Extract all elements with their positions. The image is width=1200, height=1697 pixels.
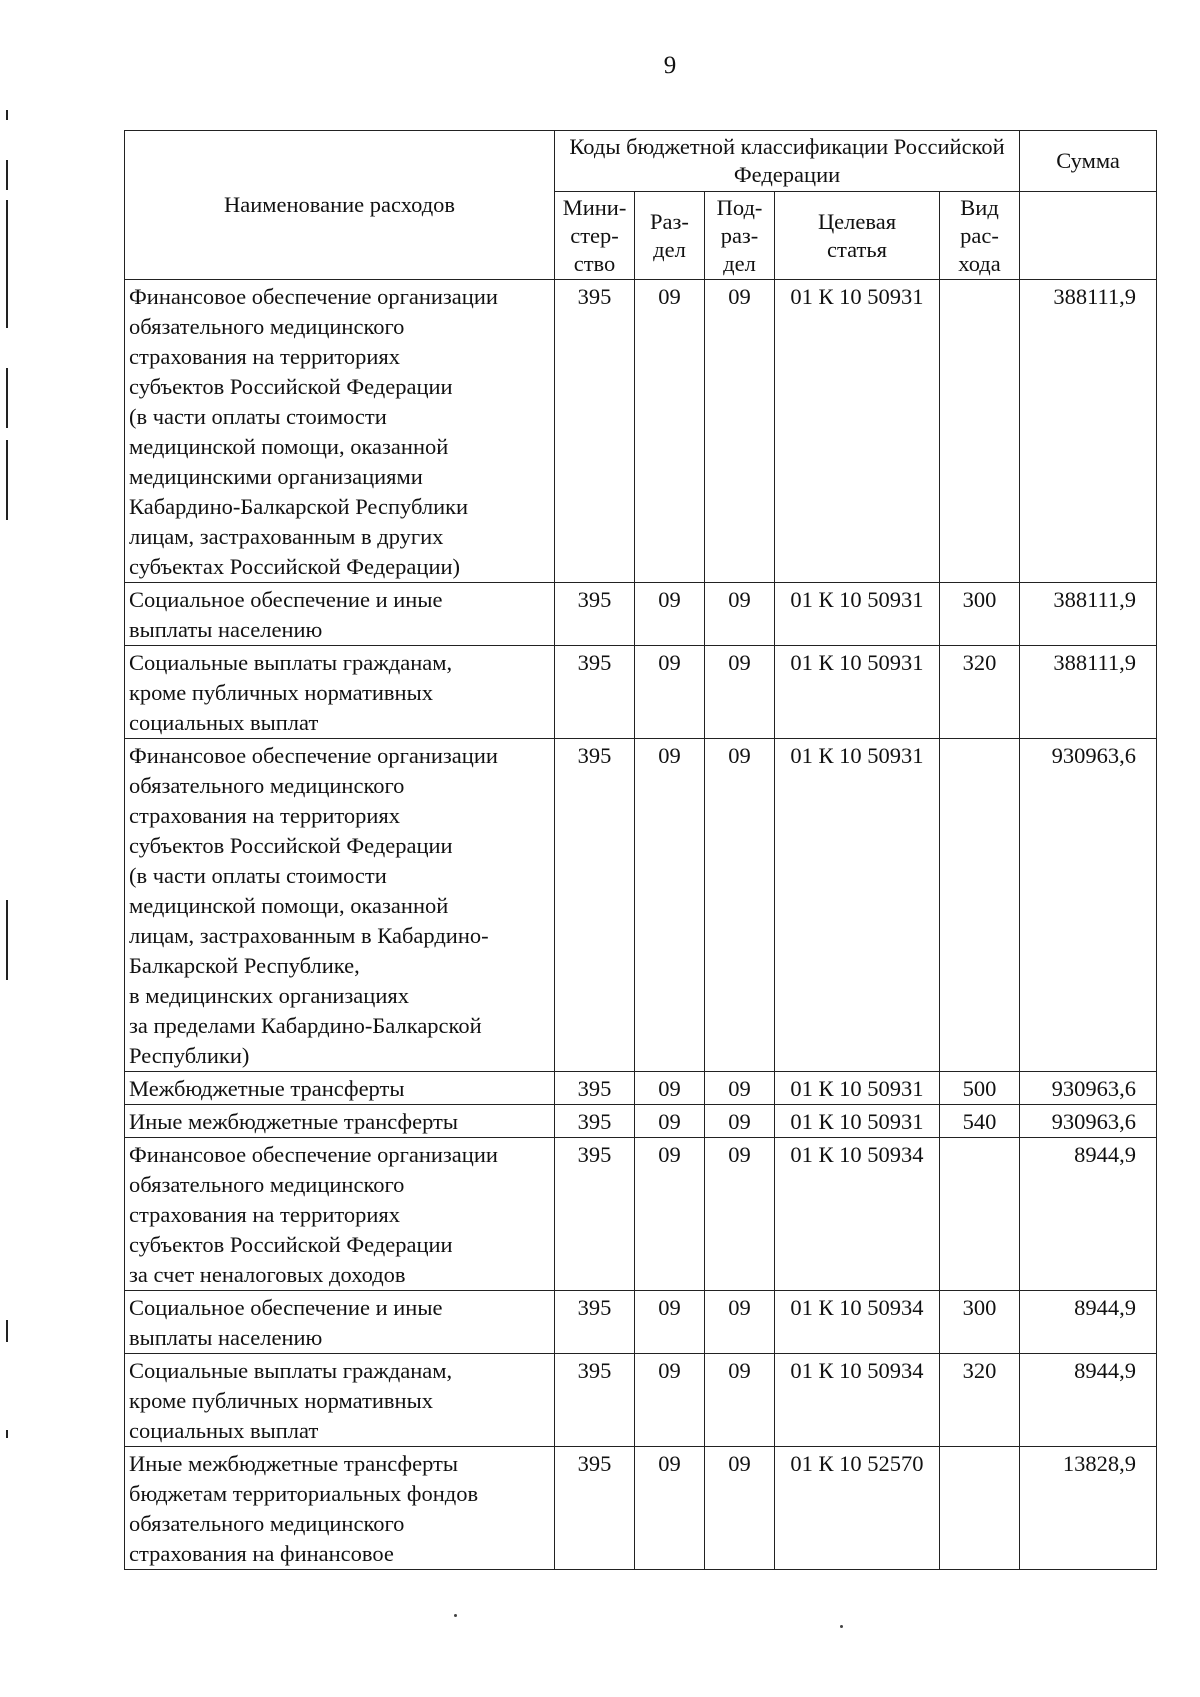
cell-amount: 388111,9: [1020, 646, 1157, 739]
budget-expenses-table: [124, 130, 1157, 1570]
cell-section: 09: [635, 739, 705, 1072]
cell-subsection: 09: [705, 1105, 775, 1138]
cell-subsection: 09: [705, 583, 775, 646]
cell-name-text: Социальные выплаты гражданам, кроме публичных нормативных социальных выплат: [129, 650, 453, 735]
scan-mark: [6, 1320, 8, 1342]
scan-mark: [6, 368, 8, 428]
cell-section: 09: [635, 1138, 705, 1291]
header-subsection: Под- раз- дел: [705, 192, 775, 280]
cell-name-text: Межбюджетные трансферты: [129, 1076, 405, 1101]
cell-target: 01 К 10 50934: [775, 1138, 940, 1291]
header-target: Целевая статья: [775, 192, 940, 280]
cell-target: 01 К 10 50931: [775, 280, 940, 583]
header-section: Раз- дел: [635, 192, 705, 280]
cell-section: 09: [635, 1354, 705, 1447]
cell-name: [125, 1105, 555, 1138]
scan-mark: [6, 440, 8, 520]
cell-name-text: Социальное обеспечение и иные выплаты населению: [129, 1295, 443, 1350]
table-header: [125, 131, 1157, 280]
table-row: [125, 1291, 1157, 1354]
cell-target: 01 К 10 50931: [775, 583, 940, 646]
cell-section: 09: [635, 280, 705, 583]
cell-subsection: 09: [705, 1138, 775, 1291]
cell-ministry: 395: [555, 739, 635, 1072]
cell-target: 01 К 10 50931: [775, 1105, 940, 1138]
cell-expense-type: 500: [940, 1072, 1020, 1105]
scan-mark: [6, 160, 8, 190]
cell-section: 09: [635, 1072, 705, 1105]
cell-name: [125, 646, 555, 739]
cell-section: 09: [635, 1447, 705, 1570]
cell-subsection: 09: [705, 1291, 775, 1354]
cell-name: [125, 583, 555, 646]
table-row: [125, 1138, 1157, 1291]
cell-subsection: 09: [705, 1354, 775, 1447]
cell-section: 09: [635, 646, 705, 739]
cell-name: [125, 280, 555, 583]
cell-name: [125, 1354, 555, 1447]
page-number: 9: [663, 52, 677, 79]
cell-expense-type: 320: [940, 1354, 1020, 1447]
scan-mark: [6, 110, 8, 120]
cell-ministry: 395: [555, 1072, 635, 1105]
cell-name: [125, 1072, 555, 1105]
cell-amount: 8944,9: [1020, 1138, 1157, 1291]
cell-target: 01 К 10 50934: [775, 1354, 940, 1447]
table-row: [125, 739, 1157, 1072]
cell-ministry: 395: [555, 1291, 635, 1354]
cell-amount: 930963,6: [1020, 739, 1157, 1072]
cell-ministry: 395: [555, 1447, 635, 1570]
cell-subsection: 09: [705, 1072, 775, 1105]
scan-dot: [454, 1614, 457, 1617]
scan-mark: [6, 900, 8, 980]
cell-expense-type: 540: [940, 1105, 1020, 1138]
cell-amount: 13828,9: [1020, 1447, 1157, 1570]
cell-target: 01 К 10 50931: [775, 646, 940, 739]
cell-amount: 930963,6: [1020, 1072, 1157, 1105]
table-row: [125, 1447, 1157, 1570]
header-name: Наименование расходов: [125, 131, 555, 280]
cell-subsection: 09: [705, 739, 775, 1072]
cell-expense-type: 300: [940, 1291, 1020, 1354]
scan-dot: [840, 1625, 843, 1628]
cell-ministry: 395: [555, 583, 635, 646]
table-row: [125, 583, 1157, 646]
header-amount-blank: [1020, 192, 1157, 280]
cell-name-text: Социальное обеспечение и иные выплаты населению: [129, 587, 443, 642]
cell-target: 01 К 10 50931: [775, 1072, 940, 1105]
cell-name: [125, 1447, 555, 1570]
scan-mark: [6, 1430, 8, 1438]
cell-expense-type: [940, 739, 1020, 1072]
cell-amount: 8944,9: [1020, 1291, 1157, 1354]
cell-name-text: Иные межбюджетные трансферты: [129, 1109, 459, 1134]
cell-expense-type: 300: [940, 583, 1020, 646]
cell-section: 09: [635, 583, 705, 646]
header-amount: Сумма: [1020, 131, 1157, 192]
cell-ministry: 395: [555, 1105, 635, 1138]
cell-expense-type: [940, 1138, 1020, 1291]
table-row: [125, 280, 1157, 583]
cell-amount: 8944,9: [1020, 1354, 1157, 1447]
cell-amount: 388111,9: [1020, 583, 1157, 646]
cell-ministry: 395: [555, 1138, 635, 1291]
table-row: [125, 646, 1157, 739]
table-body: [125, 280, 1157, 1570]
table-row: [125, 1354, 1157, 1447]
header-expense-type: Вид рас- хода: [940, 192, 1020, 280]
cell-name-text: Финансовое обеспечение организации обязательного медицинского страхования на территориях субъектов Российской Федерации за счет неналоговых доходов: [129, 1142, 498, 1287]
cell-expense-type: 320: [940, 646, 1020, 739]
cell-target: 01 К 10 50934: [775, 1291, 940, 1354]
cell-expense-type: [940, 1447, 1020, 1570]
cell-subsection: 09: [705, 280, 775, 583]
cell-expense-type: [940, 280, 1020, 583]
cell-subsection: 09: [705, 646, 775, 739]
cell-name-text: Финансовое обеспечение организации обязательного медицинского страхования на территориях субъектов Российской Федерации (в части оплаты стоимости медицинской помощи, оказанной лицам, застрахованным в Кабардино- Балкарской Республике, в медицинских организациях за пределами Кабардино-Балкарской Республики): [129, 743, 498, 1068]
cell-target: 01 К 10 50931: [775, 739, 940, 1072]
cell-ministry: 395: [555, 1354, 635, 1447]
cell-name-text: Иные межбюджетные трансферты бюджетам территориальных фондов обязательного медицинского страхования на финансовое: [129, 1451, 479, 1566]
cell-target: 01 К 10 52570: [775, 1447, 940, 1570]
cell-name: [125, 1138, 555, 1291]
cell-amount: 388111,9: [1020, 280, 1157, 583]
header-codes-group: Коды бюджетной классификации Российской Федерации: [555, 131, 1020, 192]
cell-name-text: Финансовое обеспечение организации обязательного медицинского страхования на территориях субъектов Российской Федерации (в части оплаты стоимости медицинской помощи, оказанной медицинскими организациями Кабардино-Балкарской Республики лицам, застрахованным в других субъектах Российской Федерации): [129, 284, 498, 579]
cell-ministry: 395: [555, 280, 635, 583]
cell-section: 09: [635, 1105, 705, 1138]
cell-name: [125, 739, 555, 1072]
scan-mark: [6, 200, 8, 328]
cell-subsection: 09: [705, 1447, 775, 1570]
cell-name-text: Социальные выплаты гражданам, кроме публичных нормативных социальных выплат: [129, 1358, 453, 1443]
table-row: [125, 1105, 1157, 1138]
cell-ministry: 395: [555, 646, 635, 739]
table-row: [125, 1072, 1157, 1105]
cell-section: 09: [635, 1291, 705, 1354]
cell-name: [125, 1291, 555, 1354]
header-ministry: Мини- стер- ство: [555, 192, 635, 280]
cell-amount: 930963,6: [1020, 1105, 1157, 1138]
